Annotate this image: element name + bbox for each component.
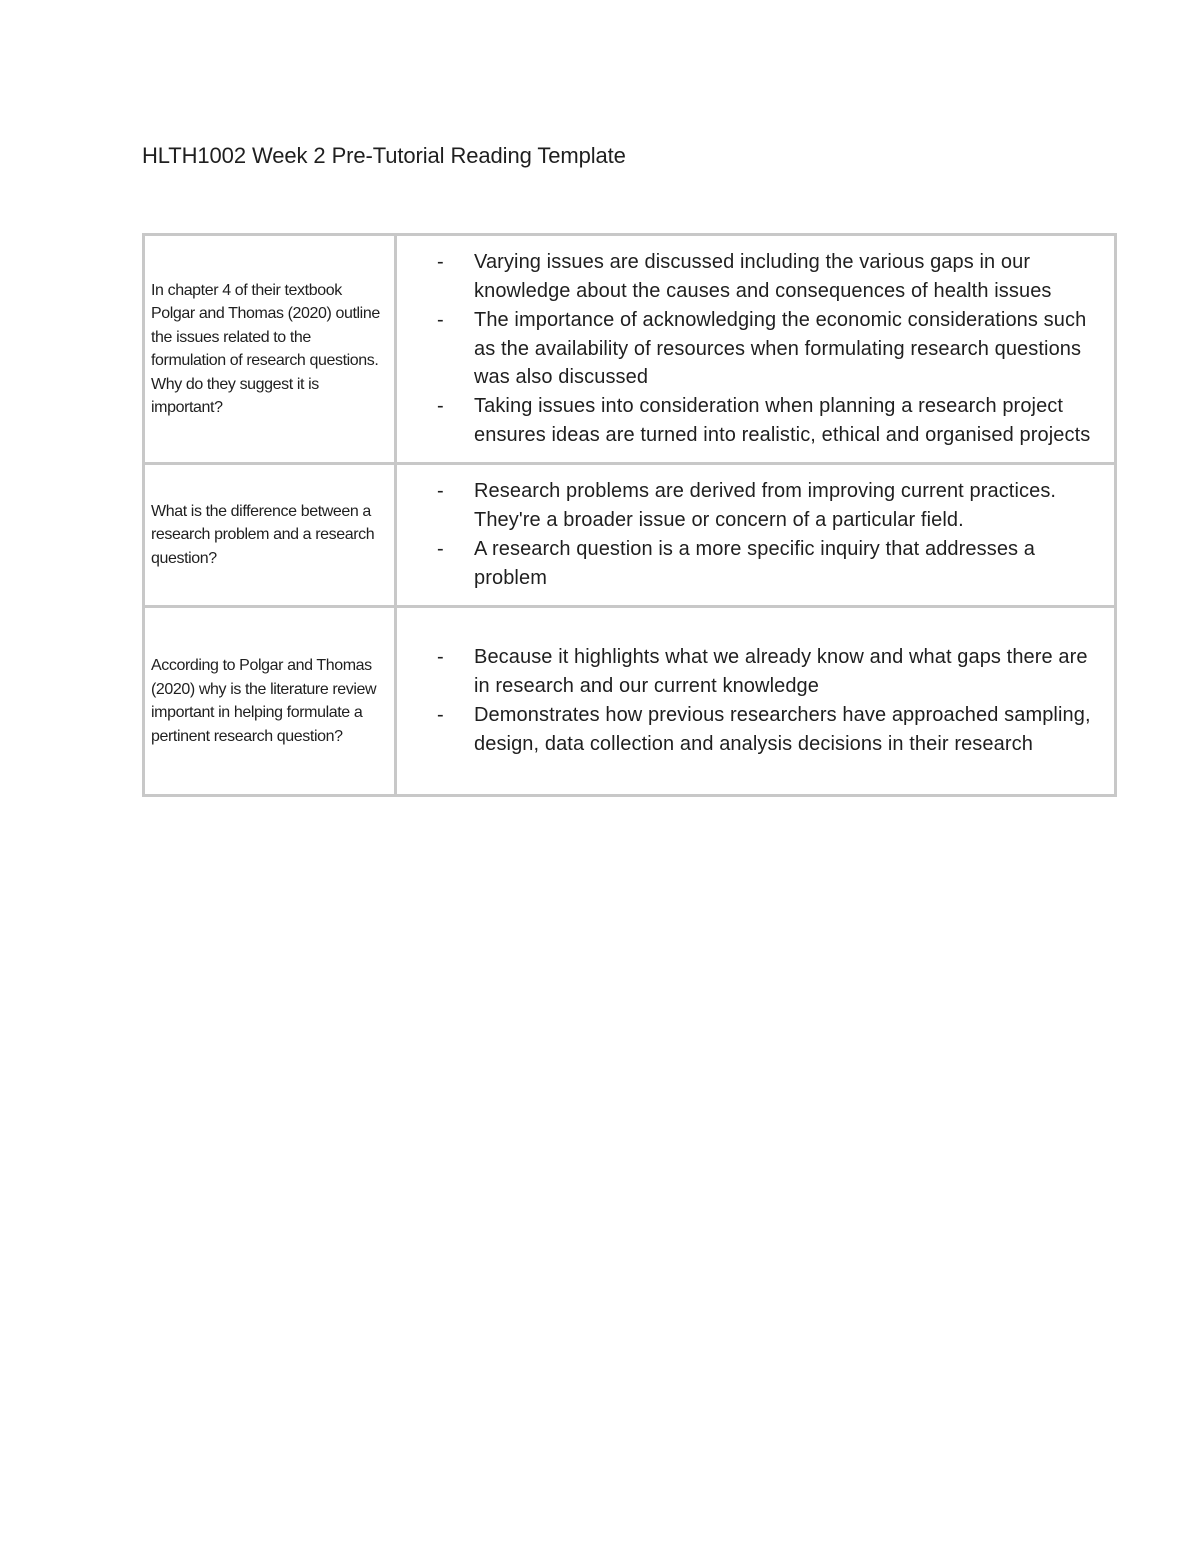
dash-bullet: - xyxy=(437,538,444,560)
answer-cell xyxy=(396,464,1116,607)
answer-item xyxy=(397,535,1102,593)
answer-item xyxy=(397,306,1102,392)
answer-item xyxy=(397,392,1102,450)
table-row xyxy=(144,607,1116,796)
answer-text: Varying issues are discussed including the various gaps in our knowledge about the causes and consequences of health issues xyxy=(474,251,1052,302)
answer-list xyxy=(397,477,1102,592)
answer-text: Because it highlights what we already know and what gaps there are in research and our current knowledge xyxy=(474,646,1088,698)
dash-bullet: - xyxy=(437,395,444,418)
answer-text: The importance of acknowledging the economic considerations such as the availability of resources when formulating research questions was also discussed xyxy=(474,308,1087,389)
answer-text: Taking issues into consideration when planning a research project ensures ideas are turned into realistic, ethical and organised projects xyxy=(474,395,1091,446)
table-row xyxy=(144,464,1116,607)
dash-bullet: - xyxy=(437,646,444,669)
answer-cell xyxy=(396,607,1116,796)
table-row xyxy=(144,235,1116,464)
document-title: HLTH1002 Week 2 Pre-Tutorial Reading Template xyxy=(142,143,626,168)
answer-item xyxy=(397,701,1102,759)
answer-list xyxy=(397,248,1102,450)
dash-bullet: - xyxy=(437,704,444,726)
answer-text: Research problems are derived from improving current practices. They're a broader issue or concern of a particular field. xyxy=(474,480,1057,532)
answer-text: Demonstrates how previous researchers have approached sampling, design, data collection and analysis decisions in their research xyxy=(474,704,1091,755)
answer-cell xyxy=(396,235,1116,464)
answer-item xyxy=(397,248,1102,306)
answer-item xyxy=(397,643,1102,701)
dash-bullet: - xyxy=(437,480,444,503)
question-cell: According to Polgar and Thomas (2020) why is the literature review important in helping formulate a pertinent research question? xyxy=(144,607,396,796)
dash-bullet: - xyxy=(437,251,444,274)
reading-template-table xyxy=(142,233,1117,797)
question-cell: What is the difference between a research problem and a research question? xyxy=(144,464,396,607)
dash-bullet: - xyxy=(437,308,444,331)
question-cell: In chapter 4 of their textbook Polgar and Thomas (2020) outline the issues related to the formulation of research questions. Why do they suggest it is important? xyxy=(144,235,396,464)
answer-list xyxy=(397,643,1102,758)
answer-item xyxy=(397,477,1102,535)
answer-text: A research question is a more specific inquiry that addresses a problem xyxy=(474,538,1036,589)
